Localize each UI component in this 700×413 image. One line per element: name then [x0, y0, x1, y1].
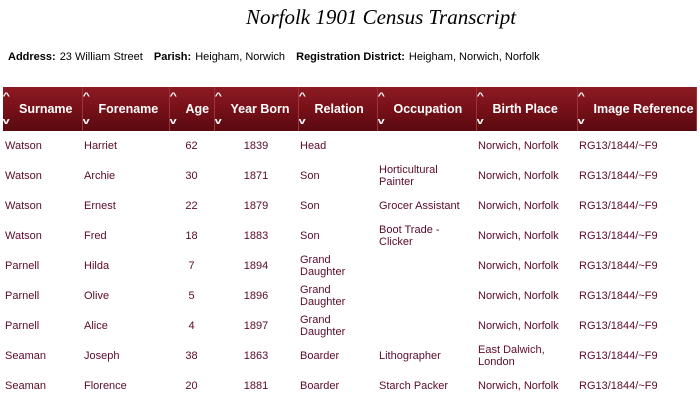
- address-label: Address:: [8, 51, 56, 63]
- birth-place-cell: Norwich, Norfolk: [478, 260, 559, 272]
- address-value: 23 William Street: [59, 51, 143, 63]
- image-reference-cell: RG13/1844/~F9: [579, 260, 658, 272]
- image-reference-cell: RG13/1844/~F9: [579, 290, 658, 302]
- age-cell: 30: [185, 170, 198, 182]
- forename-cell: Joseph: [84, 350, 120, 362]
- address-line: [8, 51, 548, 63]
- surname-cell: Watson: [5, 230, 42, 242]
- sort-arrows-icon[interactable]: ^ v: [577, 91, 585, 126]
- parish-value: Heigham, Norwich: [195, 51, 286, 63]
- age-cell: 38: [185, 350, 198, 362]
- image-reference-cell: RG13/1844/~F9: [579, 200, 658, 212]
- sort-arrows-icon[interactable]: ^ v: [169, 91, 177, 126]
- column-header-occupation[interactable]: ^ v Occupation: [377, 87, 476, 131]
- header-row: [3, 87, 696, 131]
- forename-cell: Olive: [84, 290, 110, 302]
- sort-arrows-icon[interactable]: ^ v: [377, 91, 385, 126]
- table-row: [3, 161, 696, 191]
- relation-cell: Grand Daughter: [300, 314, 346, 338]
- parish-label: Parish:: [153, 51, 192, 63]
- table-row: [3, 341, 696, 371]
- census-table: [3, 87, 697, 401]
- occupation-cell: [377, 131, 476, 161]
- year-born-cell: 1883: [243, 230, 269, 242]
- image-reference-cell: RG13/1844/~F9: [579, 230, 658, 242]
- image-reference-cell: RG13/1844/~F9: [579, 170, 658, 182]
- sort-arrows-icon[interactable]: ^ v: [3, 91, 10, 126]
- birth-place-cell: Norwich, Norfolk: [478, 200, 559, 212]
- birth-place-cell: Norwich, Norfolk: [478, 140, 559, 152]
- surname-cell: Watson: [5, 170, 42, 182]
- sort-arrows-icon[interactable]: ^ v: [82, 91, 90, 126]
- forename-cell: Florence: [84, 380, 127, 392]
- age-cell: 5: [188, 290, 195, 302]
- relation-cell: Head: [300, 140, 327, 152]
- surname-cell: Parnell: [5, 320, 40, 332]
- column-header-surname[interactable]: ^ v Surname: [3, 87, 82, 131]
- image-reference-cell: RG13/1844/~F9: [579, 320, 658, 332]
- year-born-cell: 1863: [243, 350, 269, 362]
- forename-cell: Ernest: [84, 200, 116, 212]
- birth-place-cell: Norwich, Norfolk: [478, 230, 559, 242]
- image-reference-cell: RG13/1844/~F9: [579, 350, 658, 362]
- year-born-cell: 1896: [243, 290, 269, 302]
- column-header-forename[interactable]: ^ v Forename: [82, 87, 169, 131]
- census-body: [3, 131, 696, 401]
- table-row: [3, 191, 696, 221]
- year-born-cell: 1879: [243, 200, 269, 212]
- surname-cell: Seaman: [5, 350, 46, 362]
- table-row: [3, 371, 696, 401]
- surname-cell: Parnell: [5, 290, 40, 302]
- occupation-cell: Grocer Assistant: [379, 200, 460, 212]
- table-row: [3, 131, 696, 161]
- district-value: Heigham, Norwich, Norfolk: [408, 51, 540, 63]
- column-header-year-born[interactable]: ^ v Year Born: [214, 87, 298, 131]
- sort-arrows-icon[interactable]: ^ v: [298, 91, 306, 126]
- column-header-image-reference[interactable]: ^ v Image Reference: [577, 87, 696, 131]
- relation-cell: Son: [300, 230, 320, 242]
- relation-cell: Grand Daughter: [300, 284, 346, 308]
- occupation-cell: [377, 281, 476, 311]
- column-header-relation[interactable]: ^ v Relation: [298, 87, 377, 131]
- sort-arrows-icon[interactable]: ^ v: [476, 91, 484, 126]
- forename-cell: Alice: [84, 320, 108, 332]
- year-born-cell: 1871: [243, 170, 269, 182]
- occupation-cell: Boot Trade - Clicker: [379, 224, 440, 248]
- column-header-birth-place[interactable]: ^ v Birth Place: [476, 87, 577, 131]
- forename-cell: Fred: [84, 230, 107, 242]
- surname-cell: Watson: [5, 140, 42, 152]
- birth-place-cell: Norwich, Norfolk: [478, 320, 559, 332]
- forename-cell: Archie: [84, 170, 116, 182]
- year-born-cell: 1894: [243, 260, 269, 272]
- surname-cell: Watson: [5, 200, 42, 212]
- image-reference-cell: RG13/1844/~F9: [579, 140, 658, 152]
- relation-cell: Grand Daughter: [300, 254, 346, 278]
- birth-place-cell: East Dalwich, London: [478, 344, 545, 368]
- age-cell: 62: [185, 140, 198, 152]
- occupation-cell: [377, 311, 476, 341]
- surname-cell: Parnell: [5, 260, 40, 272]
- occupation-cell: Starch Packer: [379, 380, 449, 392]
- column-header-age[interactable]: ^ v Age: [169, 87, 214, 131]
- surname-cell: Seaman: [5, 380, 46, 392]
- district-label: Registration District:: [296, 51, 405, 63]
- birth-place-cell: Norwich, Norfolk: [478, 380, 559, 392]
- relation-cell: Son: [300, 170, 320, 182]
- relation-cell: Son: [300, 200, 320, 212]
- year-born-cell: 1839: [243, 140, 269, 152]
- sort-arrows-icon[interactable]: ^ v: [214, 91, 222, 126]
- age-cell: 18: [185, 230, 198, 242]
- table-row: [3, 251, 696, 281]
- relation-cell: Boarder: [300, 350, 340, 362]
- table-row: [3, 281, 696, 311]
- age-cell: 22: [185, 200, 198, 212]
- age-cell: 4: [188, 320, 195, 332]
- forename-cell: Hilda: [84, 260, 110, 272]
- table-row: [3, 221, 696, 251]
- occupation-cell: Lithographer: [379, 350, 441, 362]
- age-cell: 7: [188, 260, 195, 272]
- forename-cell: Harriet: [84, 140, 118, 152]
- page-title: Norfolk 1901 Census Transcript: [245, 5, 517, 29]
- occupation-cell: [377, 251, 476, 281]
- image-reference-cell: RG13/1844/~F9: [579, 380, 658, 392]
- birth-place-cell: Norwich, Norfolk: [478, 170, 559, 182]
- table-row: [3, 311, 696, 341]
- year-born-cell: 1897: [243, 320, 269, 332]
- age-cell: 20: [185, 380, 198, 392]
- occupation-cell: Horticultural Painter: [379, 164, 438, 188]
- year-born-cell: 1881: [243, 380, 269, 392]
- relation-cell: Boarder: [300, 380, 340, 392]
- birth-place-cell: Norwich, Norfolk: [478, 290, 559, 302]
